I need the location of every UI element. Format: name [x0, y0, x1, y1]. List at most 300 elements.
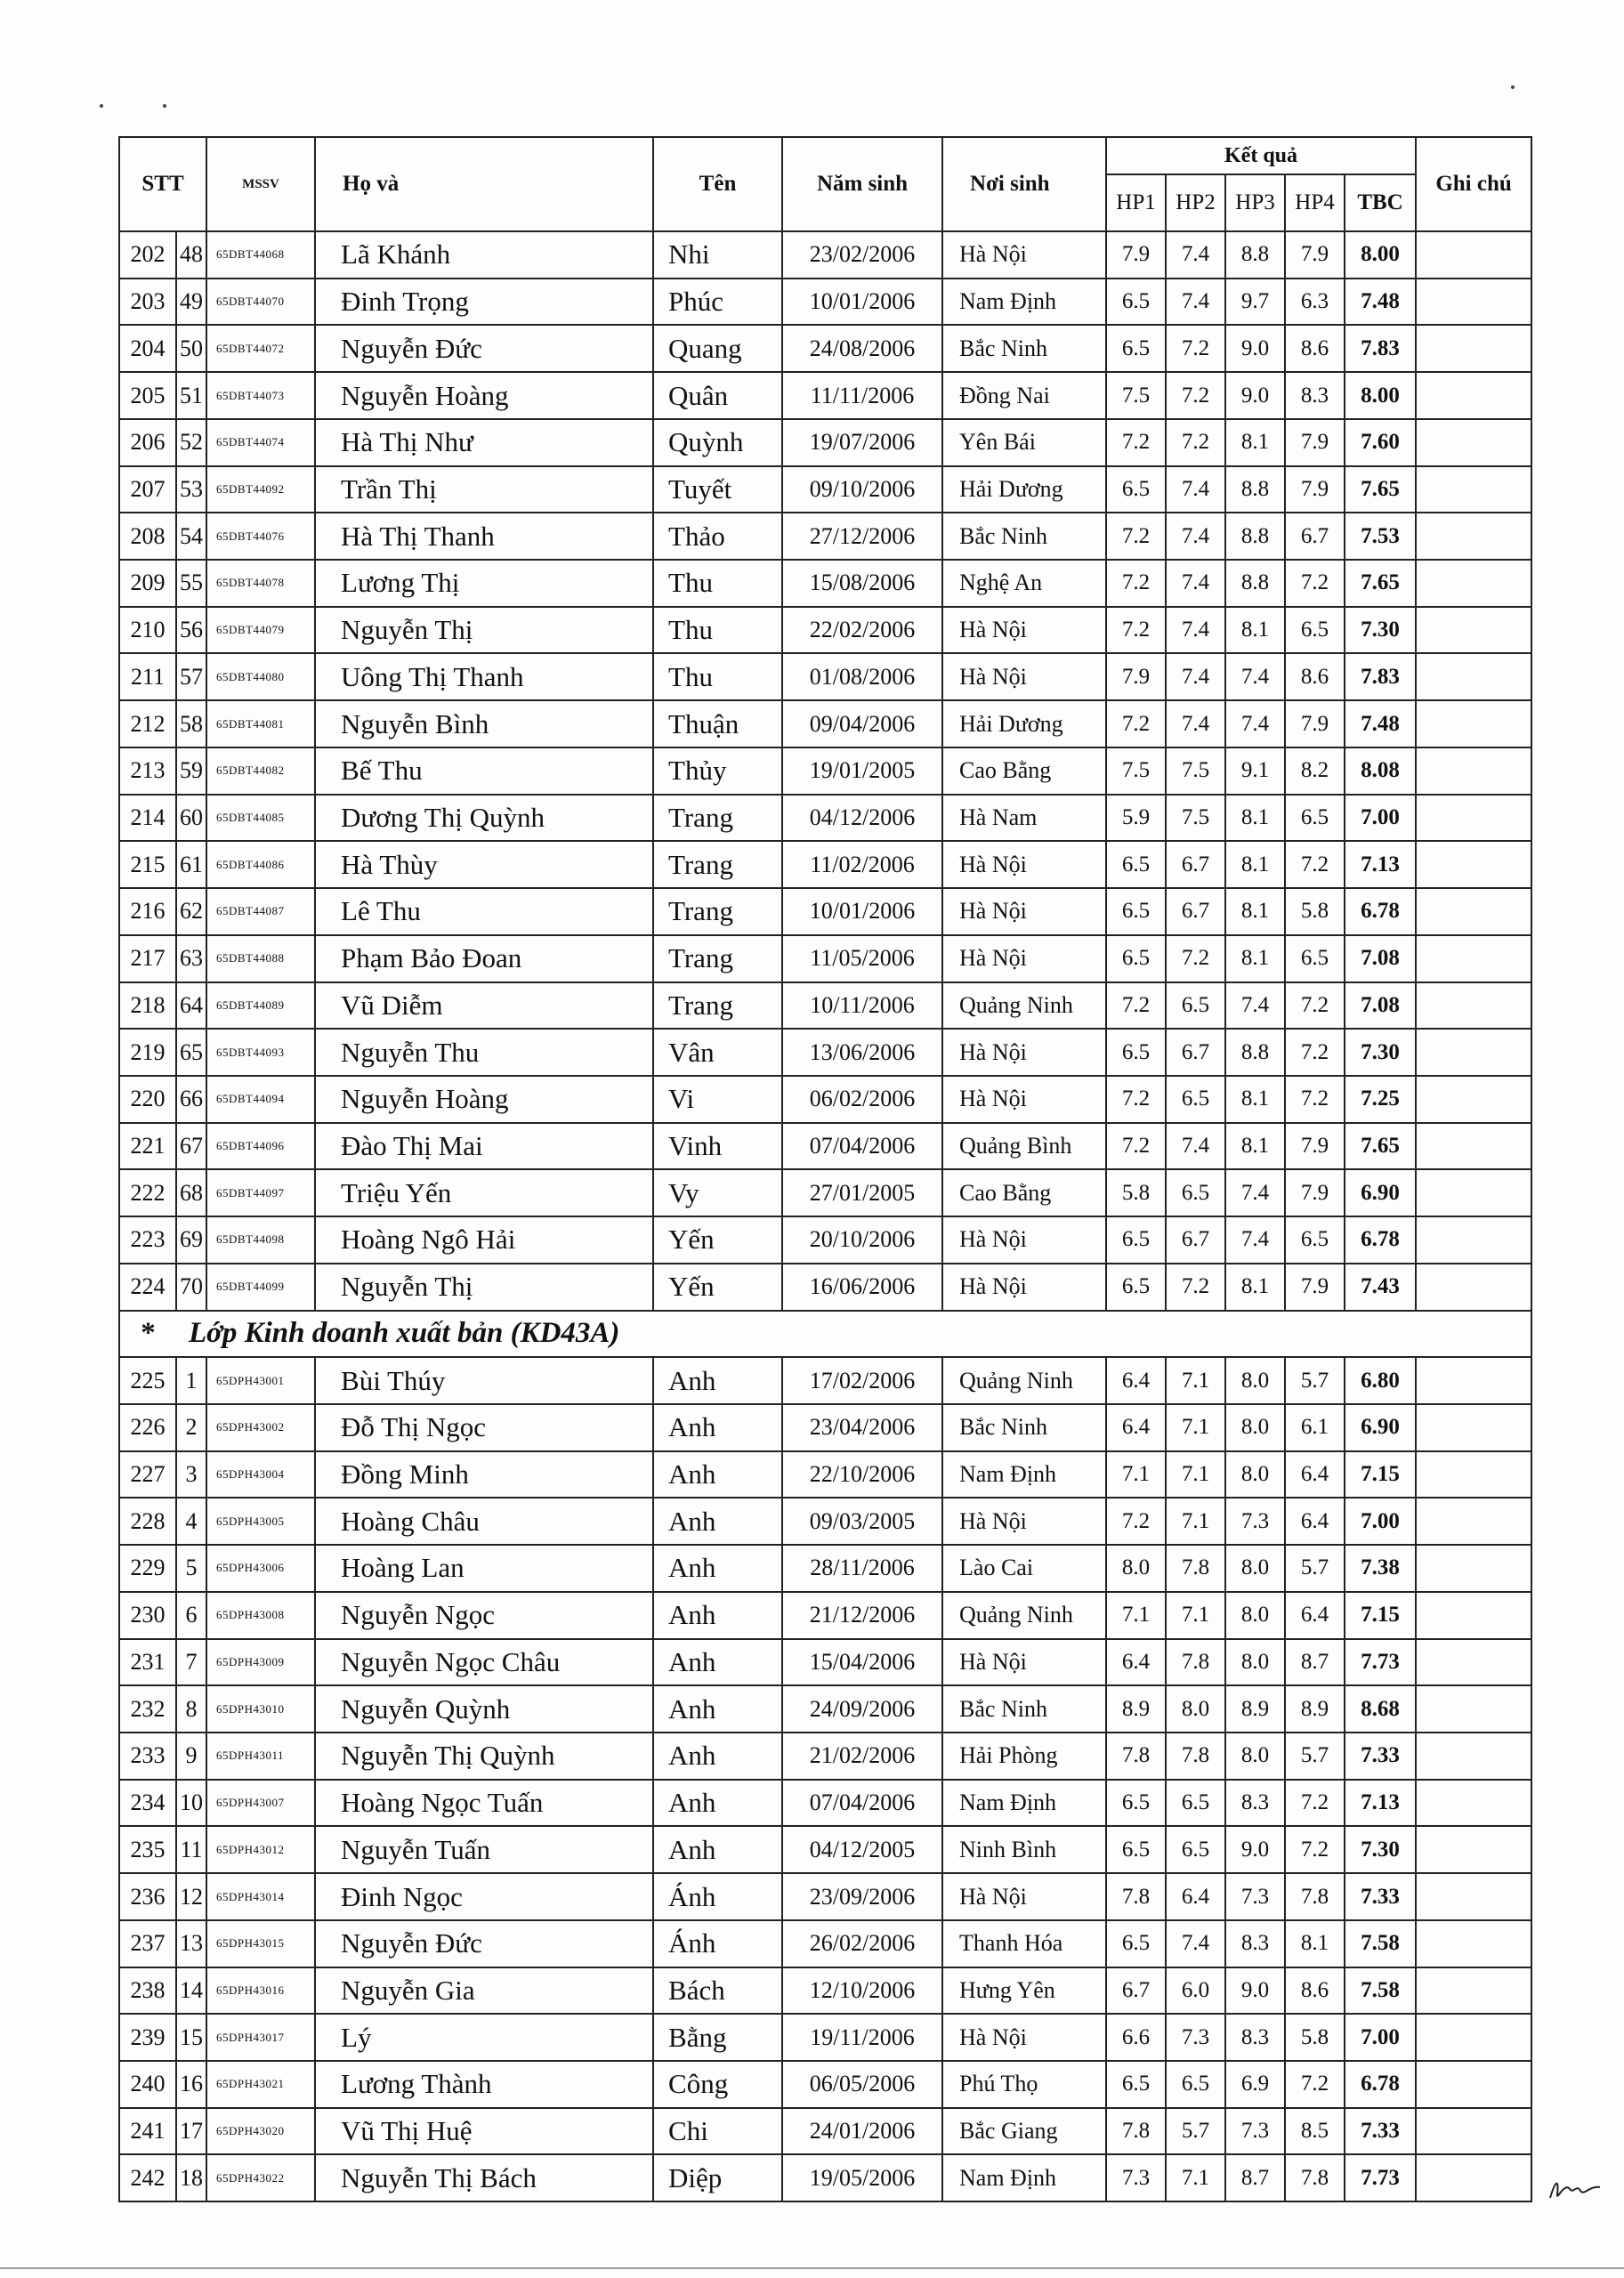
score-hp4: 7.2 [1285, 1826, 1345, 1873]
header-ho-va: Họ và [315, 137, 653, 231]
note-cell [1416, 1733, 1531, 1780]
score-average: 7.30 [1345, 1826, 1416, 1873]
row-index: 69 [176, 1216, 206, 1264]
score-hp1: 6.5 [1106, 1264, 1166, 1311]
student-id: 65DBT44086 [206, 841, 315, 888]
score-average: 8.08 [1345, 747, 1416, 795]
table-row [119, 513, 1531, 560]
given-name: Công [653, 2061, 782, 2108]
score-hp1: 6.5 [1106, 841, 1166, 888]
score-hp4: 7.2 [1285, 1076, 1345, 1123]
score-average: 7.73 [1345, 2154, 1416, 2201]
student-id: 65DBT44068 [206, 231, 315, 279]
score-hp2: 8.0 [1166, 1685, 1225, 1733]
score-average: 6.78 [1345, 1216, 1416, 1264]
given-name: Diệp [653, 2154, 782, 2201]
row-index: 2 [176, 1404, 206, 1451]
score-hp4: 6.3 [1285, 279, 1345, 326]
score-hp4: 7.2 [1285, 982, 1345, 1030]
row-index: 48 [176, 231, 206, 279]
birth-place: Yên Bái [942, 419, 1106, 466]
row-stt: 233 [119, 1733, 176, 1780]
table-row [119, 419, 1531, 466]
note-cell [1416, 1873, 1531, 1920]
note-cell [1416, 1920, 1531, 1967]
family-middle-name: Đào Thị Mai [315, 1123, 653, 1170]
row-stt: 205 [119, 372, 176, 419]
given-name: Thuận [653, 700, 782, 747]
score-hp1: 6.5 [1106, 325, 1166, 372]
row-index: 62 [176, 888, 206, 935]
row-index: 57 [176, 653, 206, 700]
row-index: 10 [176, 1780, 206, 1827]
score-hp2: 6.7 [1166, 1216, 1225, 1264]
row-stt: 220 [119, 1076, 176, 1123]
score-hp3: 8.8 [1225, 513, 1285, 560]
score-hp4: 5.8 [1285, 2014, 1345, 2061]
score-hp1: 7.2 [1106, 1498, 1166, 1545]
birth-date: 15/08/2006 [782, 560, 942, 607]
score-hp2: 6.5 [1166, 1169, 1225, 1216]
note-cell [1416, 841, 1531, 888]
note-cell [1416, 466, 1531, 513]
score-average: 7.00 [1345, 2014, 1416, 2061]
score-hp2: 6.7 [1166, 888, 1225, 935]
score-hp1: 6.4 [1106, 1639, 1166, 1686]
row-index: 8 [176, 1685, 206, 1733]
score-hp1: 7.9 [1106, 231, 1166, 279]
given-name: Trang [653, 795, 782, 842]
student-id: 65DPH43020 [206, 2108, 315, 2155]
given-name: Trang [653, 935, 782, 982]
row-index: 3 [176, 1451, 206, 1498]
birth-place: Nam Định [942, 1451, 1106, 1498]
note-cell [1416, 2108, 1531, 2155]
birth-date: 12/10/2006 [782, 1967, 942, 2015]
score-hp3: 8.3 [1225, 1780, 1285, 1827]
score-hp4: 8.9 [1285, 1685, 1345, 1733]
student-id: 65DBT44080 [206, 653, 315, 700]
score-hp3: 7.3 [1225, 1873, 1285, 1920]
note-cell [1416, 2061, 1531, 2108]
note-cell [1416, 1216, 1531, 1264]
score-hp2: 7.4 [1166, 560, 1225, 607]
row-index: 64 [176, 982, 206, 1030]
note-cell [1416, 1451, 1531, 1498]
row-index: 67 [176, 1123, 206, 1170]
note-cell [1416, 700, 1531, 747]
student-id: 65DPH43012 [206, 1826, 315, 1873]
score-average: 7.13 [1345, 841, 1416, 888]
score-average: 7.53 [1345, 513, 1416, 560]
section-marker: * [119, 1311, 176, 1358]
score-hp4: 7.2 [1285, 1029, 1345, 1076]
birth-date: 23/09/2006 [782, 1873, 942, 1920]
score-hp2: 6.5 [1166, 1780, 1225, 1827]
row-stt: 221 [119, 1123, 176, 1170]
birth-place: Hà Nội [942, 1873, 1106, 1920]
student-id: 65DPH43001 [206, 1357, 315, 1404]
given-name: Yến [653, 1216, 782, 1264]
given-name: Thảo [653, 513, 782, 560]
row-index: 68 [176, 1169, 206, 1216]
note-cell [1416, 1826, 1531, 1873]
family-middle-name: Nguyễn Ngọc Châu [315, 1639, 653, 1686]
table-row [119, 279, 1531, 326]
birth-place: Quảng Ninh [942, 1592, 1106, 1639]
score-hp4: 8.6 [1285, 653, 1345, 700]
row-index: 4 [176, 1498, 206, 1545]
row-stt: 239 [119, 2014, 176, 2061]
score-hp2: 7.4 [1166, 466, 1225, 513]
birth-date: 24/09/2006 [782, 1685, 942, 1733]
birth-date: 22/02/2006 [782, 607, 942, 654]
birth-place: Quảng Ninh [942, 1357, 1106, 1404]
score-hp3: 7.4 [1225, 1216, 1285, 1264]
note-cell [1416, 1264, 1531, 1311]
note-cell [1416, 1357, 1531, 1404]
score-hp2: 7.5 [1166, 747, 1225, 795]
note-cell [1416, 419, 1531, 466]
row-stt: 227 [119, 1451, 176, 1498]
score-hp1: 6.5 [1106, 2061, 1166, 2108]
score-hp2: 7.1 [1166, 1357, 1225, 1404]
score-hp4: 6.5 [1285, 607, 1345, 654]
birth-date: 11/05/2006 [782, 935, 942, 982]
score-hp1: 7.2 [1106, 700, 1166, 747]
scan-speck [163, 104, 166, 108]
note-cell [1416, 1076, 1531, 1123]
family-middle-name: Hoàng Ngô Hải [315, 1216, 653, 1264]
score-hp3: 8.7 [1225, 2154, 1285, 2201]
birth-place: Cao Bằng [942, 747, 1106, 795]
row-stt: 232 [119, 1685, 176, 1733]
table-row [119, 747, 1531, 795]
score-hp3: 7.4 [1225, 1169, 1285, 1216]
score-hp1: 7.9 [1106, 653, 1166, 700]
birth-date: 28/11/2006 [782, 1545, 942, 1592]
score-hp4: 5.7 [1285, 1545, 1345, 1592]
given-name: Thu [653, 653, 782, 700]
score-hp3: 8.3 [1225, 1920, 1285, 1967]
birth-date: 09/04/2006 [782, 700, 942, 747]
row-stt: 213 [119, 747, 176, 795]
student-id: 65DBT44096 [206, 1123, 315, 1170]
note-cell [1416, 888, 1531, 935]
header-tbc: TBC [1345, 174, 1416, 231]
score-hp3: 8.0 [1225, 1592, 1285, 1639]
birth-place: Hà Nội [942, 1264, 1106, 1311]
given-name: Anh [653, 1545, 782, 1592]
score-hp1: 6.7 [1106, 1967, 1166, 2015]
birth-date: 06/05/2006 [782, 2061, 942, 2108]
score-hp3: 9.0 [1225, 1967, 1285, 2015]
score-hp1: 6.5 [1106, 888, 1166, 935]
student-id: 65DBT44097 [206, 1169, 315, 1216]
family-middle-name: Nguyễn Đức [315, 1920, 653, 1967]
student-id: 65DPH43007 [206, 1780, 315, 1827]
family-middle-name: Nguyễn Đức [315, 325, 653, 372]
birth-place: Hưng Yên [942, 1967, 1106, 2015]
birth-place: Hà Nội [942, 607, 1106, 654]
score-hp1: 7.2 [1106, 607, 1166, 654]
table-row [119, 935, 1531, 982]
table-row [119, 1920, 1531, 1967]
score-hp3: 8.1 [1225, 935, 1285, 982]
birth-place: Hà Nam [942, 795, 1106, 842]
score-hp1: 7.3 [1106, 2154, 1166, 2201]
score-average: 8.00 [1345, 231, 1416, 279]
table-row [119, 1826, 1531, 1873]
score-average: 7.30 [1345, 1029, 1416, 1076]
student-id: 65DPH43004 [206, 1451, 315, 1498]
row-index: 16 [176, 2061, 206, 2108]
table-row [119, 2061, 1531, 2108]
family-middle-name: Trần Thị [315, 466, 653, 513]
given-name: Anh [653, 1451, 782, 1498]
family-middle-name: Dương Thị Quỳnh [315, 795, 653, 842]
family-middle-name: Hà Thị Thanh [315, 513, 653, 560]
given-name: Anh [653, 1780, 782, 1827]
score-hp4: 6.5 [1285, 1216, 1345, 1264]
score-hp1: 6.5 [1106, 1826, 1166, 1873]
family-middle-name: Hoàng Châu [315, 1498, 653, 1545]
score-hp3: 8.8 [1225, 1029, 1285, 1076]
student-id: 65DBT44092 [206, 466, 315, 513]
row-stt: 242 [119, 2154, 176, 2201]
student-id: 65DBT44089 [206, 982, 315, 1030]
score-hp1: 6.5 [1106, 935, 1166, 982]
birth-date: 19/11/2006 [782, 2014, 942, 2061]
score-average: 6.78 [1345, 2061, 1416, 2108]
score-hp1: 7.1 [1106, 1592, 1166, 1639]
birth-place: Quảng Bình [942, 1123, 1106, 1170]
family-middle-name: Bế Thu [315, 747, 653, 795]
table-row [119, 1076, 1531, 1123]
given-name: Vân [653, 1029, 782, 1076]
given-name: Quang [653, 325, 782, 372]
student-id: 65DPH43017 [206, 2014, 315, 2061]
score-hp2: 7.4 [1166, 653, 1225, 700]
score-average: 7.58 [1345, 1920, 1416, 1967]
score-hp2: 7.2 [1166, 1264, 1225, 1311]
row-index: 17 [176, 2108, 206, 2155]
score-hp4: 5.8 [1285, 888, 1345, 935]
row-index: 56 [176, 607, 206, 654]
birth-place: Hà Nội [942, 841, 1106, 888]
table-row [119, 231, 1531, 279]
student-results-table [118, 136, 1532, 2202]
score-hp4: 6.5 [1285, 935, 1345, 982]
table-row [119, 1029, 1531, 1076]
birth-place: Hà Nội [942, 1029, 1106, 1076]
birth-date: 19/01/2005 [782, 747, 942, 795]
score-average: 7.15 [1345, 1451, 1416, 1498]
birth-date: 11/02/2006 [782, 841, 942, 888]
score-hp2: 7.8 [1166, 1639, 1225, 1686]
header-hp4: HP4 [1285, 174, 1345, 231]
birth-date: 24/08/2006 [782, 325, 942, 372]
row-stt: 215 [119, 841, 176, 888]
score-hp4: 6.7 [1285, 513, 1345, 560]
row-stt: 236 [119, 1873, 176, 1920]
birth-date: 22/10/2006 [782, 1451, 942, 1498]
header-stt: STT [119, 137, 206, 231]
birth-place: Quảng Ninh [942, 982, 1106, 1030]
scan-speck [1511, 85, 1515, 89]
family-middle-name: Đồng Minh [315, 1451, 653, 1498]
row-stt: 214 [119, 795, 176, 842]
family-middle-name: Đinh Ngọc [315, 1873, 653, 1920]
table-row [119, 1639, 1531, 1686]
note-cell [1416, 1404, 1531, 1451]
score-average: 7.65 [1345, 560, 1416, 607]
note-cell [1416, 935, 1531, 982]
birth-place: Hà Nội [942, 1076, 1106, 1123]
score-hp4: 7.9 [1285, 419, 1345, 466]
row-stt: 206 [119, 419, 176, 466]
given-name: Bách [653, 1967, 782, 2015]
table-row [119, 1967, 1531, 2015]
score-hp1: 5.9 [1106, 795, 1166, 842]
table-row [119, 1685, 1531, 1733]
score-hp4: 6.4 [1285, 1451, 1345, 1498]
row-index: 9 [176, 1733, 206, 1780]
birth-place: Cao Bằng [942, 1169, 1106, 1216]
header-mssv: MSSV [206, 137, 315, 231]
birth-place: Bắc Ninh [942, 1404, 1106, 1451]
student-id: 65DPH43002 [206, 1404, 315, 1451]
score-hp1: 5.8 [1106, 1169, 1166, 1216]
birth-date: 10/11/2006 [782, 982, 942, 1030]
row-index: 18 [176, 2154, 206, 2201]
score-hp2: 7.1 [1166, 1404, 1225, 1451]
given-name: Vinh [653, 1123, 782, 1170]
student-id: 65DPH43010 [206, 1685, 315, 1733]
birth-date: 07/04/2006 [782, 1123, 942, 1170]
student-id: 65DPH43006 [206, 1545, 315, 1592]
score-average: 7.25 [1345, 1076, 1416, 1123]
score-hp1: 6.5 [1106, 466, 1166, 513]
family-middle-name: Nguyễn Tuấn [315, 1826, 653, 1873]
family-middle-name: Lê Thu [315, 888, 653, 935]
score-average: 7.38 [1345, 1545, 1416, 1592]
score-hp2: 7.1 [1166, 1592, 1225, 1639]
score-average: 6.78 [1345, 888, 1416, 935]
student-id: 65DBT44099 [206, 1264, 315, 1311]
header-hp3: HP3 [1225, 174, 1285, 231]
table-row [119, 1123, 1531, 1170]
score-hp4: 8.6 [1285, 1967, 1345, 2015]
score-hp2: 7.4 [1166, 513, 1225, 560]
score-hp2: 7.2 [1166, 372, 1225, 419]
birth-date: 04/12/2006 [782, 795, 942, 842]
score-hp4: 7.9 [1285, 231, 1345, 279]
score-hp1: 6.5 [1106, 1029, 1166, 1076]
student-id: 65DBT44082 [206, 747, 315, 795]
score-hp1: 7.8 [1106, 2108, 1166, 2155]
score-hp4: 6.4 [1285, 1498, 1345, 1545]
birth-date: 26/02/2006 [782, 1920, 942, 1967]
scan-speck [100, 104, 103, 108]
header-ten: Tên [653, 137, 782, 231]
birth-date: 19/07/2006 [782, 419, 942, 466]
score-hp4: 6.5 [1285, 795, 1345, 842]
score-hp1: 8.9 [1106, 1685, 1166, 1733]
family-middle-name: Nguyễn Thị [315, 1264, 653, 1311]
score-hp3: 8.0 [1225, 1639, 1285, 1686]
score-hp2: 7.8 [1166, 1733, 1225, 1780]
score-hp1: 7.2 [1106, 1123, 1166, 1170]
birth-place: Hà Nội [942, 1216, 1106, 1264]
given-name: Anh [653, 1498, 782, 1545]
row-stt: 224 [119, 1264, 176, 1311]
table-row [119, 607, 1531, 654]
score-hp1: 7.8 [1106, 1733, 1166, 1780]
row-stt: 203 [119, 279, 176, 326]
score-average: 6.90 [1345, 1169, 1416, 1216]
student-id: 65DBT44093 [206, 1029, 315, 1076]
score-hp1: 7.2 [1106, 513, 1166, 560]
row-stt: 240 [119, 2061, 176, 2108]
birth-date: 09/10/2006 [782, 466, 942, 513]
score-hp4: 8.1 [1285, 1920, 1345, 1967]
family-middle-name: Hoàng Ngọc Tuấn [315, 1780, 653, 1827]
student-id: 65DBT44076 [206, 513, 315, 560]
note-cell [1416, 1545, 1531, 1592]
given-name: Trang [653, 841, 782, 888]
row-stt: 235 [119, 1826, 176, 1873]
note-cell [1416, 653, 1531, 700]
given-name: Anh [653, 1404, 782, 1451]
family-middle-name: Nguyễn Gia [315, 1967, 653, 2015]
birth-place: Hà Nội [942, 231, 1106, 279]
score-average: 7.83 [1345, 325, 1416, 372]
score-hp4: 7.2 [1285, 841, 1345, 888]
family-middle-name: Lý [315, 2014, 653, 2061]
score-hp3: 8.1 [1225, 1076, 1285, 1123]
score-hp2: 6.5 [1166, 1826, 1225, 1873]
birth-place: Nam Định [942, 2154, 1106, 2201]
birth-place: Nam Định [942, 279, 1106, 326]
birth-date: 24/01/2006 [782, 2108, 942, 2155]
score-hp3: 8.1 [1225, 419, 1285, 466]
row-stt: 207 [119, 466, 176, 513]
score-hp4: 6.1 [1285, 1404, 1345, 1451]
given-name: Thu [653, 560, 782, 607]
row-stt: 222 [119, 1169, 176, 1216]
note-cell [1416, 231, 1531, 279]
birth-place: Hà Nội [942, 1639, 1106, 1686]
score-hp3: 8.1 [1225, 1264, 1285, 1311]
student-id: 65DBT44081 [206, 700, 315, 747]
score-hp2: 7.2 [1166, 419, 1225, 466]
table-row [119, 700, 1531, 747]
family-middle-name: Phạm Bảo Đoan [315, 935, 653, 982]
student-id: 65DBT44087 [206, 888, 315, 935]
given-name: Bằng [653, 2014, 782, 2061]
score-hp3: 6.9 [1225, 2061, 1285, 2108]
birth-date: 09/03/2005 [782, 1498, 942, 1545]
given-name: Thu [653, 607, 782, 654]
score-average: 7.08 [1345, 935, 1416, 982]
score-hp1: 6.5 [1106, 279, 1166, 326]
note-cell [1416, 1169, 1531, 1216]
score-hp1: 6.5 [1106, 1920, 1166, 1967]
score-hp1: 6.6 [1106, 2014, 1166, 2061]
birth-date: 04/12/2005 [782, 1826, 942, 1873]
score-hp3: 8.8 [1225, 231, 1285, 279]
